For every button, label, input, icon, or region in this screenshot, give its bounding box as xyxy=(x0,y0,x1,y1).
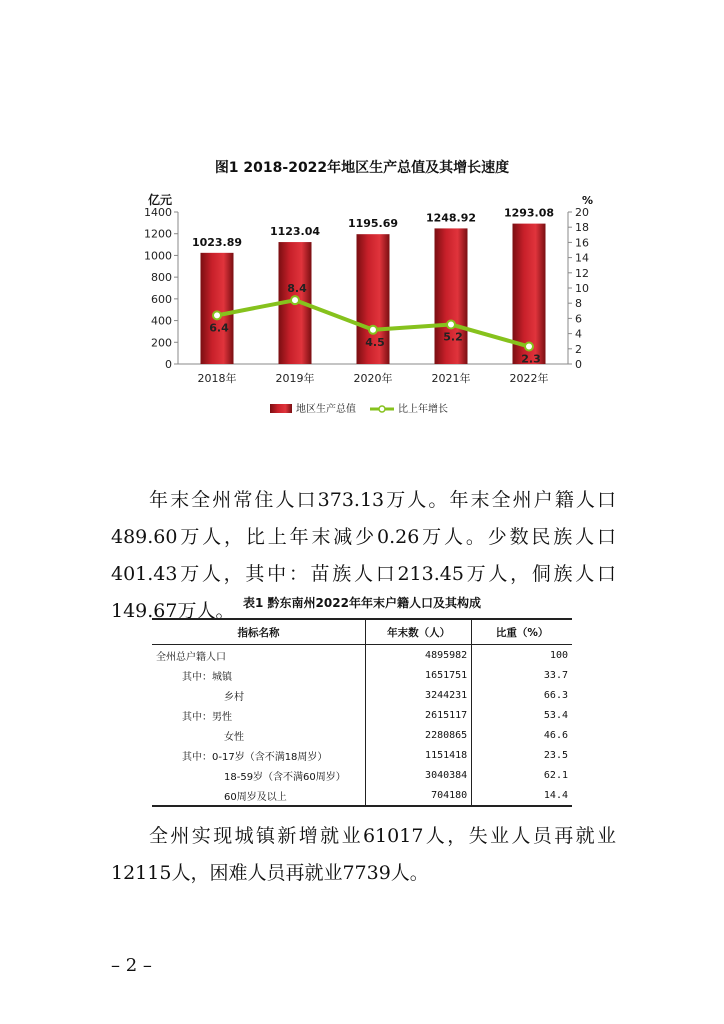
y-tick-label: 1400 xyxy=(144,206,172,219)
y2-tick-label: 10 xyxy=(575,282,589,295)
table-row xyxy=(152,765,572,785)
growth-label: 5.2 xyxy=(443,330,463,344)
x-tick-label: 2022年 xyxy=(509,372,549,385)
gdp-bar xyxy=(201,253,234,364)
page-number: – 2 – xyxy=(111,955,152,976)
growth-point xyxy=(369,326,377,334)
legend-line-label: 比上年增长 xyxy=(398,404,448,415)
row-value: 3040384 xyxy=(366,765,472,785)
gdp-bar-label: 1023.89 xyxy=(191,235,243,249)
row-name: 女性 xyxy=(224,731,244,743)
table-row xyxy=(152,725,572,745)
legend-bar-label: 地区生产总值 xyxy=(296,404,356,415)
row-value: 2280865 xyxy=(366,725,472,745)
row-value: 4895982 xyxy=(366,645,472,666)
gdp-bar-label: 1123.04 xyxy=(269,225,321,239)
gdp-bar-label: 1248.92 xyxy=(425,211,477,225)
y2-tick-label: 6 xyxy=(575,312,582,326)
row-name: 60周岁及以上 xyxy=(152,785,366,806)
x-tick-label: 2021年 xyxy=(431,372,471,385)
legend-bar-swatch xyxy=(270,404,292,413)
row-share: 23.5 xyxy=(472,745,572,765)
row-value: 1651751 xyxy=(366,665,472,685)
y-tick-label: 0 xyxy=(165,358,172,371)
gdp-bar xyxy=(435,228,468,364)
row-value: 2615117 xyxy=(366,705,472,725)
table-row xyxy=(152,645,572,666)
table-row xyxy=(152,705,572,725)
y2-axis-label: % xyxy=(582,194,594,207)
growth-label: 2.3 xyxy=(521,352,541,366)
y-axis-label: 亿元 xyxy=(148,193,173,207)
header-year-end: 年末数（人） xyxy=(366,619,472,645)
x-tick-label: 2020年 xyxy=(353,372,393,385)
chart-title: 图1 2018-2022年地区生产总值及其增长速度 xyxy=(214,160,510,176)
y-tick-label: 800 xyxy=(151,271,172,285)
gdp-bar-label: 1195.69 xyxy=(347,217,399,231)
row-share: 33.7 xyxy=(472,665,572,685)
row-value: 704180 xyxy=(366,785,472,806)
growth-label: 8.4 xyxy=(287,282,307,296)
row-share: 62.1 xyxy=(472,765,572,785)
y-tick-label: 1200 xyxy=(144,227,172,241)
y2-tick-label: 18 xyxy=(575,221,589,235)
growth-point xyxy=(213,311,221,319)
table-header-row xyxy=(152,619,572,645)
y-tick-label: 200 xyxy=(151,336,172,350)
growth-label: 4.5 xyxy=(365,335,385,349)
row-share: 66.3 xyxy=(472,685,572,705)
table-title: 表1 黔东南州2022年年末户籍人口及其构成 xyxy=(243,596,481,610)
population-table xyxy=(152,618,572,807)
growth-point xyxy=(291,296,299,304)
y2-tick-label: 12 xyxy=(575,266,589,280)
y-tick-label: 1000 xyxy=(144,249,172,263)
y2-tick-label: 16 xyxy=(575,236,589,250)
row-share: 14.4 xyxy=(472,785,572,806)
legend-line-marker xyxy=(379,406,385,412)
table-row xyxy=(152,665,572,685)
employment-text: 全州实现城镇新增就业61017人，失业人员再就业12115人，困难人员再就业7739人。 xyxy=(111,825,616,884)
table-row xyxy=(152,745,572,765)
x-tick-label: 2019年 xyxy=(275,372,315,385)
row-value: 1151418 xyxy=(366,745,472,765)
table-row xyxy=(152,685,572,705)
gdp-chart xyxy=(0,180,724,430)
y2-tick-label: 2 xyxy=(575,342,582,356)
y-tick-label: 400 xyxy=(151,314,172,328)
row-name: 其中：城镇 xyxy=(182,671,232,683)
y-tick-label: 600 xyxy=(151,292,172,306)
growth-label: 6.4 xyxy=(209,321,229,335)
row-share: 46.6 xyxy=(472,725,572,745)
table-row xyxy=(152,785,572,806)
population-text: 年末全州常住人口373.13万人。年末全州户籍人口489.60万人，比上年末减少0.26万人。少数民族人口401.43万人，其中：苗族人口213.45万人，侗族人口149.67万人。 xyxy=(111,489,616,622)
header-share: 比重（%） xyxy=(472,619,572,645)
y2-tick-label: 8 xyxy=(575,297,582,311)
row-name: 其中：男性 xyxy=(182,711,232,723)
row-share: 100 xyxy=(472,645,572,666)
growth-point xyxy=(525,343,533,351)
employment-paragraph xyxy=(111,818,616,892)
row-name: 其中：0-17岁（含不满18周岁） xyxy=(182,751,328,763)
x-tick-label: 2018年 xyxy=(197,372,237,385)
y2-tick-label: 0 xyxy=(575,358,582,371)
header-indicator: 指标名称 xyxy=(152,619,366,645)
row-name: 全州总户籍人口 xyxy=(156,651,226,663)
row-name: 乡村 xyxy=(224,691,244,703)
growth-point xyxy=(447,320,455,328)
row-name: 18-59岁（含不满60周岁） xyxy=(224,771,346,783)
y2-tick-label: 4 xyxy=(575,327,582,341)
y2-tick-label: 20 xyxy=(575,206,589,219)
y2-tick-label: 14 xyxy=(575,251,589,265)
row-value: 3244231 xyxy=(366,685,472,705)
row-share: 53.4 xyxy=(472,705,572,725)
gdp-bar-label: 1293.08 xyxy=(503,206,555,220)
